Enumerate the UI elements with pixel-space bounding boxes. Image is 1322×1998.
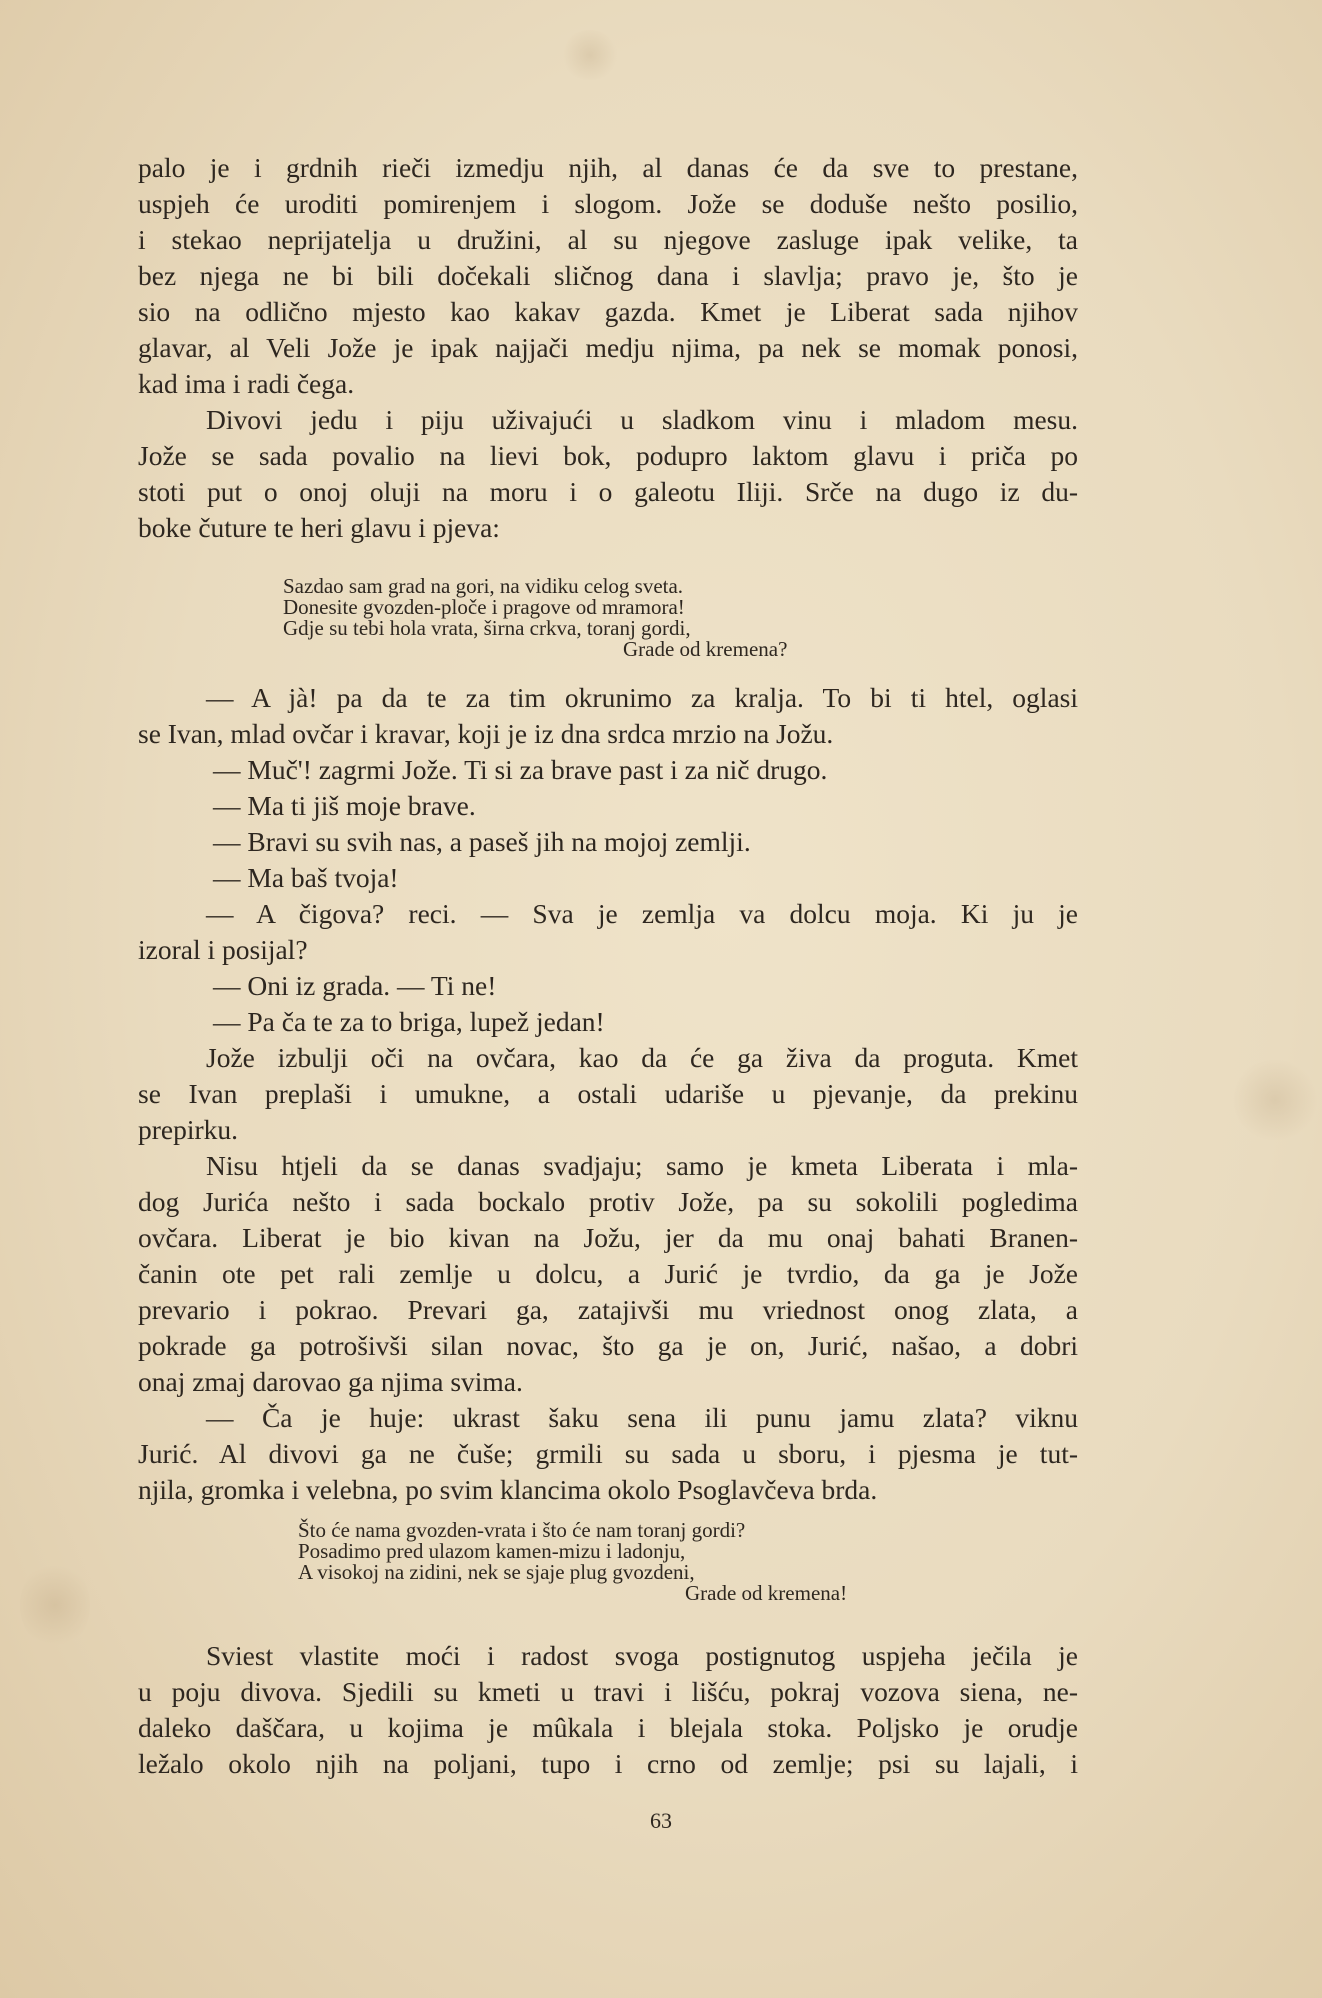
text-line: njila, gromka i velebna, po svim klancima okolo Psoglavčeva brda.	[138, 1474, 878, 1505]
page-number: 63	[650, 1808, 672, 1833]
text-line: glavar, al Veli Jože je ipak najjači medju njima, pa nek se momak ponosi,	[138, 332, 1078, 363]
verse-line: Sazdao sam grad na gori, na vidiku celog sveta.	[283, 574, 684, 598]
text-line: se Ivan, mlad ovčar i kravar, koji je iz dna srdca mrzio na Jožu.	[138, 718, 834, 749]
text-line: pokrade ga potrošivši silan novac, što ga je on, Jurić, našao, a dobri	[138, 1330, 1078, 1361]
verse-line: Posadimo pred ulazom kamen-mizu i ladonju,	[298, 1539, 686, 1563]
text-line: daleko daščara, u kojima je mûkala i blejala stoka. Poljsko je orudje	[138, 1712, 1078, 1743]
text-line: Jože se sada povalio na lievi bok, podupro laktom glavu i priča po	[138, 440, 1078, 471]
paper-stain	[560, 30, 620, 80]
dialogue-line: — Ma ti jiš moje brave.	[213, 790, 476, 821]
text-line: uspjeh će uroditi pomirenjem i slogom. Jože se doduše nešto posilio,	[138, 188, 1078, 219]
text-line: Jože izbulji oči na ovčara, kao da će ga živa da proguta. Kmet	[206, 1042, 1078, 1073]
text-line: čanin ote pet rali zemlje u dolcu, a Jurić je tvrdio, da ga je Jože	[138, 1258, 1078, 1289]
dialogue-line: — Pa ča te za to briga, lupež jedan!	[213, 1006, 605, 1037]
text-line: ležalo okolo njih na poljani, tupo i crno od zemlje; psi su lajali, i	[138, 1748, 1078, 1779]
text-line: bez njega ne bi bili dočekali sličnog dana i slavlja; pravo je, što je	[138, 260, 1078, 291]
text-line: — A čigova? reci. — Sva je zemlja va dolcu moja. Ki ju je	[206, 898, 1078, 929]
text-line: i stekao neprijatelja u družini, al su njegove zasluge ipak velike, ta	[138, 224, 1078, 255]
text-line: sio na odlično mjesto kao kakav gazda. Kmet je Liberat sada njihov	[138, 296, 1078, 327]
text-line: Sviest vlastite moći i radost svoga postignutog uspjeha ječila je	[206, 1640, 1078, 1671]
text-line: Nisu htjeli da se danas svadjaju; samo je kmeta Liberata i mla-	[206, 1150, 1078, 1181]
text-line: se Ivan preplaši i umukne, a ostali udariše u pjevanje, da prekinu	[138, 1078, 1078, 1109]
text-line: — Ča je huje: ukrast šaku sena ili punu jamu zlata? viknu	[206, 1402, 1078, 1433]
verse-line: Što će nama gvozden-vrata i što će nam toranj gordi?	[298, 1518, 746, 1542]
text-line: — A jà! pa da te za tim okrunimo za kralja. To bi ti htel, oglasi	[206, 682, 1078, 713]
text-line: Jurić. Al divovi ga ne čuše; grmili su sada u sboru, i pjesma je tut-	[138, 1438, 1078, 1469]
dialogue-line: — Muč'! zagrmi Jože. Ti si za brave past i za nič drugo.	[213, 754, 828, 785]
verse-line: Donesite gvozden-ploče i pragove od mramora!	[283, 595, 685, 619]
paper-stain	[1230, 1060, 1320, 1140]
verse-line: Gdje su tebi hola vrata, širna crkva, toranj gordi,	[283, 616, 691, 640]
text-line: u poju divova. Sjedili su kmeti u travi i lišću, pokraj vozova siena, ne-	[138, 1676, 1078, 1707]
text-line: prepirku.	[138, 1114, 239, 1145]
text-line: prevario i pokrao. Prevari ga, zatajivši mu vriednost onog zlata, a	[138, 1294, 1078, 1325]
text-line: onaj zmaj darovao ga njima svima.	[138, 1366, 523, 1397]
text-line: ovčara. Liberat je bio kivan na Jožu, jer da mu onaj bahati Branen-	[138, 1222, 1078, 1253]
dialogue-line: — Bravi su svih nas, a paseš jih na mojoj zemlji.	[213, 826, 751, 857]
text-line: izoral i posijal?	[138, 934, 308, 965]
verse-line: Grade od kremena!	[685, 1581, 848, 1605]
text-line: kad ima i radi čega.	[138, 368, 355, 399]
text-line: palo je i grdnih rieči izmedju njih, al danas će da sve to prestane,	[138, 152, 1078, 183]
dialogue-line: — Ma baš tvoja!	[213, 862, 399, 893]
dialogue-line: — Oni iz grada. — Ti ne!	[213, 970, 497, 1001]
text-line: stoti put o onoj oluji na moru i o galeotu Iliji. Srče na dugo iz du-	[138, 476, 1078, 507]
paper-stain	[20, 1560, 90, 1650]
verse-line: Grade od kremena?	[623, 637, 788, 661]
text-line: boke čuture te heri glavu i pjeva:	[138, 512, 500, 543]
verse-line: A visokoj na zidini, nek se sjaje plug gvozdeni,	[298, 1560, 695, 1584]
text-line: Divovi jedu i piju uživajući u sladkom vinu i mladom mesu.	[206, 404, 1078, 435]
text-line: dog Jurića nešto i sada bockalo protiv Jože, pa su sokolili pogledima	[138, 1186, 1078, 1217]
